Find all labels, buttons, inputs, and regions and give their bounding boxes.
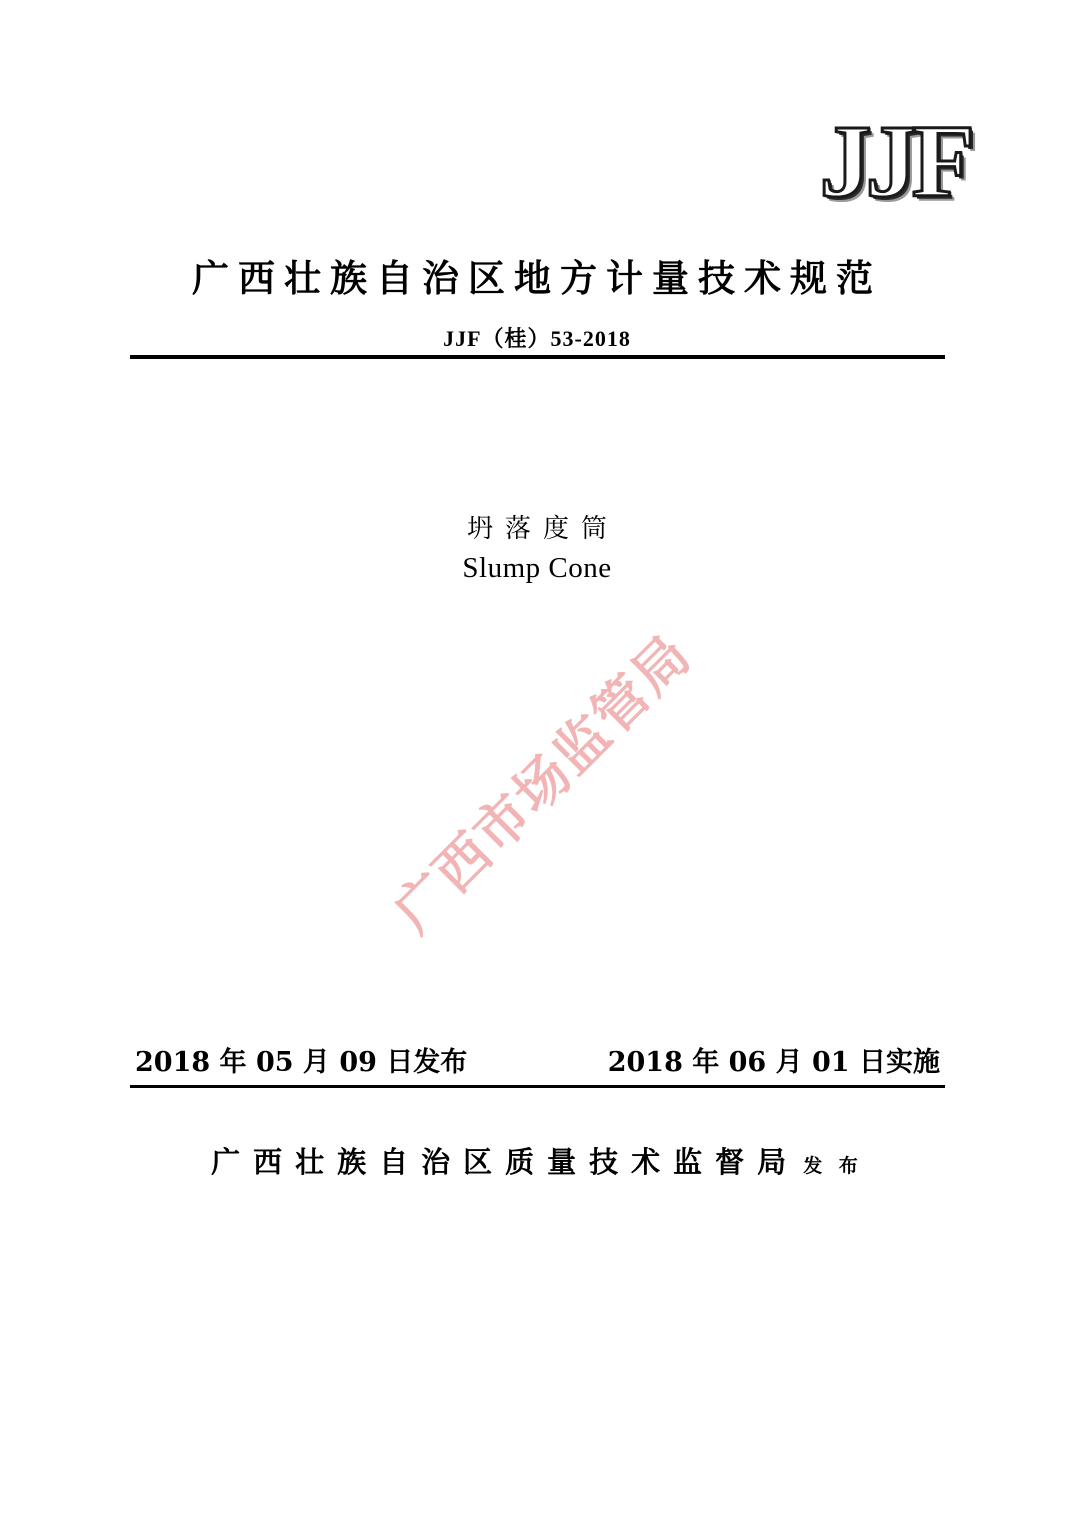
issue-date: 2018 年 05 月 09 日发布 xyxy=(135,1047,468,1078)
page-title: 广西壮族自治区地方计量技术规范 xyxy=(192,256,882,300)
issuer-organization: 广西壮族自治区质量技术监督局 xyxy=(211,1145,800,1179)
footer-divider xyxy=(130,1085,945,1088)
watermark-text: 广西市场监管局 xyxy=(381,621,704,944)
jjf-logo: JJF xyxy=(819,104,969,219)
issuer-action-label: 发 布 xyxy=(803,1155,863,1177)
subject-title-english: Slump Cone xyxy=(462,552,612,584)
watermark xyxy=(330,621,750,944)
standard-code: JJF（桂）53-2018 xyxy=(443,326,631,351)
header-divider xyxy=(130,355,945,359)
subject-title-chinese: 坍落度筒 xyxy=(466,514,619,544)
issuer-line xyxy=(0,1140,1074,1181)
effective-date: 2018 年 06 月 01 日实施 xyxy=(607,1047,940,1078)
date-row xyxy=(135,1040,940,1079)
